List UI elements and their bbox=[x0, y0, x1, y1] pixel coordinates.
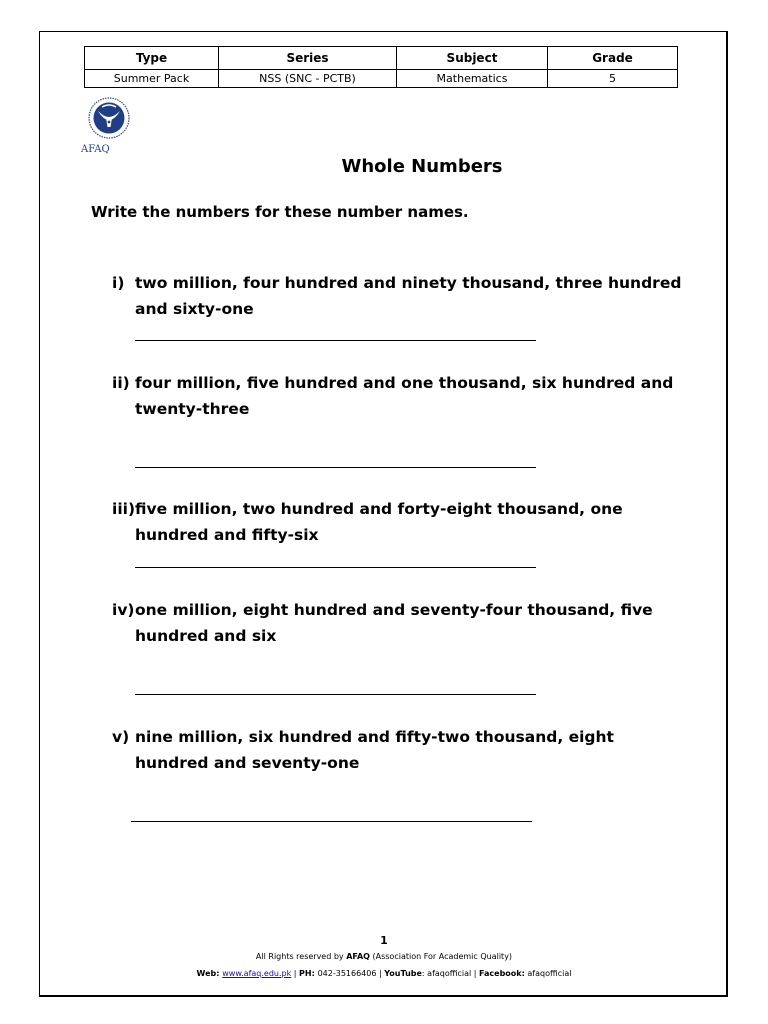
copyright-notice: All Rights reserved by AFAQ (Association For Academic Quality) bbox=[255, 952, 513, 961]
answer-line-4[interactable] bbox=[135, 694, 536, 695]
page-title: Whole Numbers bbox=[341, 156, 503, 177]
contact-line: Web: www.afaq.edu.pk | PH: 042-35166406 | YouTube: afaqofficial | Facebook: afaqofficial bbox=[196, 969, 572, 978]
afaq-logo bbox=[79, 96, 149, 156]
question-number: iv) bbox=[112, 601, 135, 619]
value-subject: Mathematics bbox=[397, 70, 548, 88]
svg-text:AFAQ: AFAQ bbox=[81, 144, 110, 155]
question-text: four million, five hundred and one thousand, six hundred and twenty-three bbox=[135, 374, 674, 418]
page-number: 1 bbox=[380, 934, 388, 947]
info-table-header-row bbox=[85, 47, 678, 70]
info-table bbox=[84, 46, 678, 88]
value-series: NSS (SNC - PCTB) bbox=[219, 70, 397, 88]
info-table-value-row bbox=[85, 70, 678, 88]
answer-line-2[interactable] bbox=[135, 467, 536, 468]
youtube-handle: : afaqofficial bbox=[421, 969, 472, 978]
question-4 bbox=[112, 597, 682, 649]
website-link[interactable]: www.afaq.edu.pk bbox=[222, 969, 292, 978]
question-text: two million, four hundred and ninety thousand, three hundred and sixty-one bbox=[135, 274, 682, 318]
question-5 bbox=[112, 724, 682, 776]
facebook-handle: afaqofficial bbox=[524, 969, 572, 978]
instruction-text: Write the numbers for these number names. bbox=[91, 203, 469, 221]
header-series: Series bbox=[219, 47, 397, 70]
org-name: AFAQ bbox=[346, 952, 370, 961]
question-2 bbox=[112, 370, 682, 422]
question-number: v) bbox=[112, 728, 130, 746]
header-type: Type bbox=[85, 47, 219, 70]
question-number: i) bbox=[112, 274, 125, 292]
value-type: Summer Pack bbox=[85, 70, 219, 88]
question-number: ii) bbox=[112, 374, 130, 392]
question-text: nine million, six hundred and fifty-two thousand, eight hundred and seventy-one bbox=[135, 728, 614, 772]
question-text: five million, two hundred and forty-eight thousand, one hundred and fifty-six bbox=[135, 500, 623, 544]
answer-line-5[interactable] bbox=[131, 821, 532, 822]
value-grade: 5 bbox=[548, 70, 678, 88]
question-text: one million, eight hundred and seventy-four thousand, five hundred and six bbox=[135, 601, 653, 645]
header-subject: Subject bbox=[397, 47, 548, 70]
header-grade: Grade bbox=[548, 47, 678, 70]
question-1 bbox=[112, 270, 682, 322]
phone-number: 042-35166406 bbox=[317, 969, 377, 978]
question-3 bbox=[112, 496, 682, 548]
question-number: iii) bbox=[112, 500, 136, 518]
answer-line-1[interactable] bbox=[135, 340, 536, 341]
answer-line-3[interactable] bbox=[135, 567, 536, 568]
